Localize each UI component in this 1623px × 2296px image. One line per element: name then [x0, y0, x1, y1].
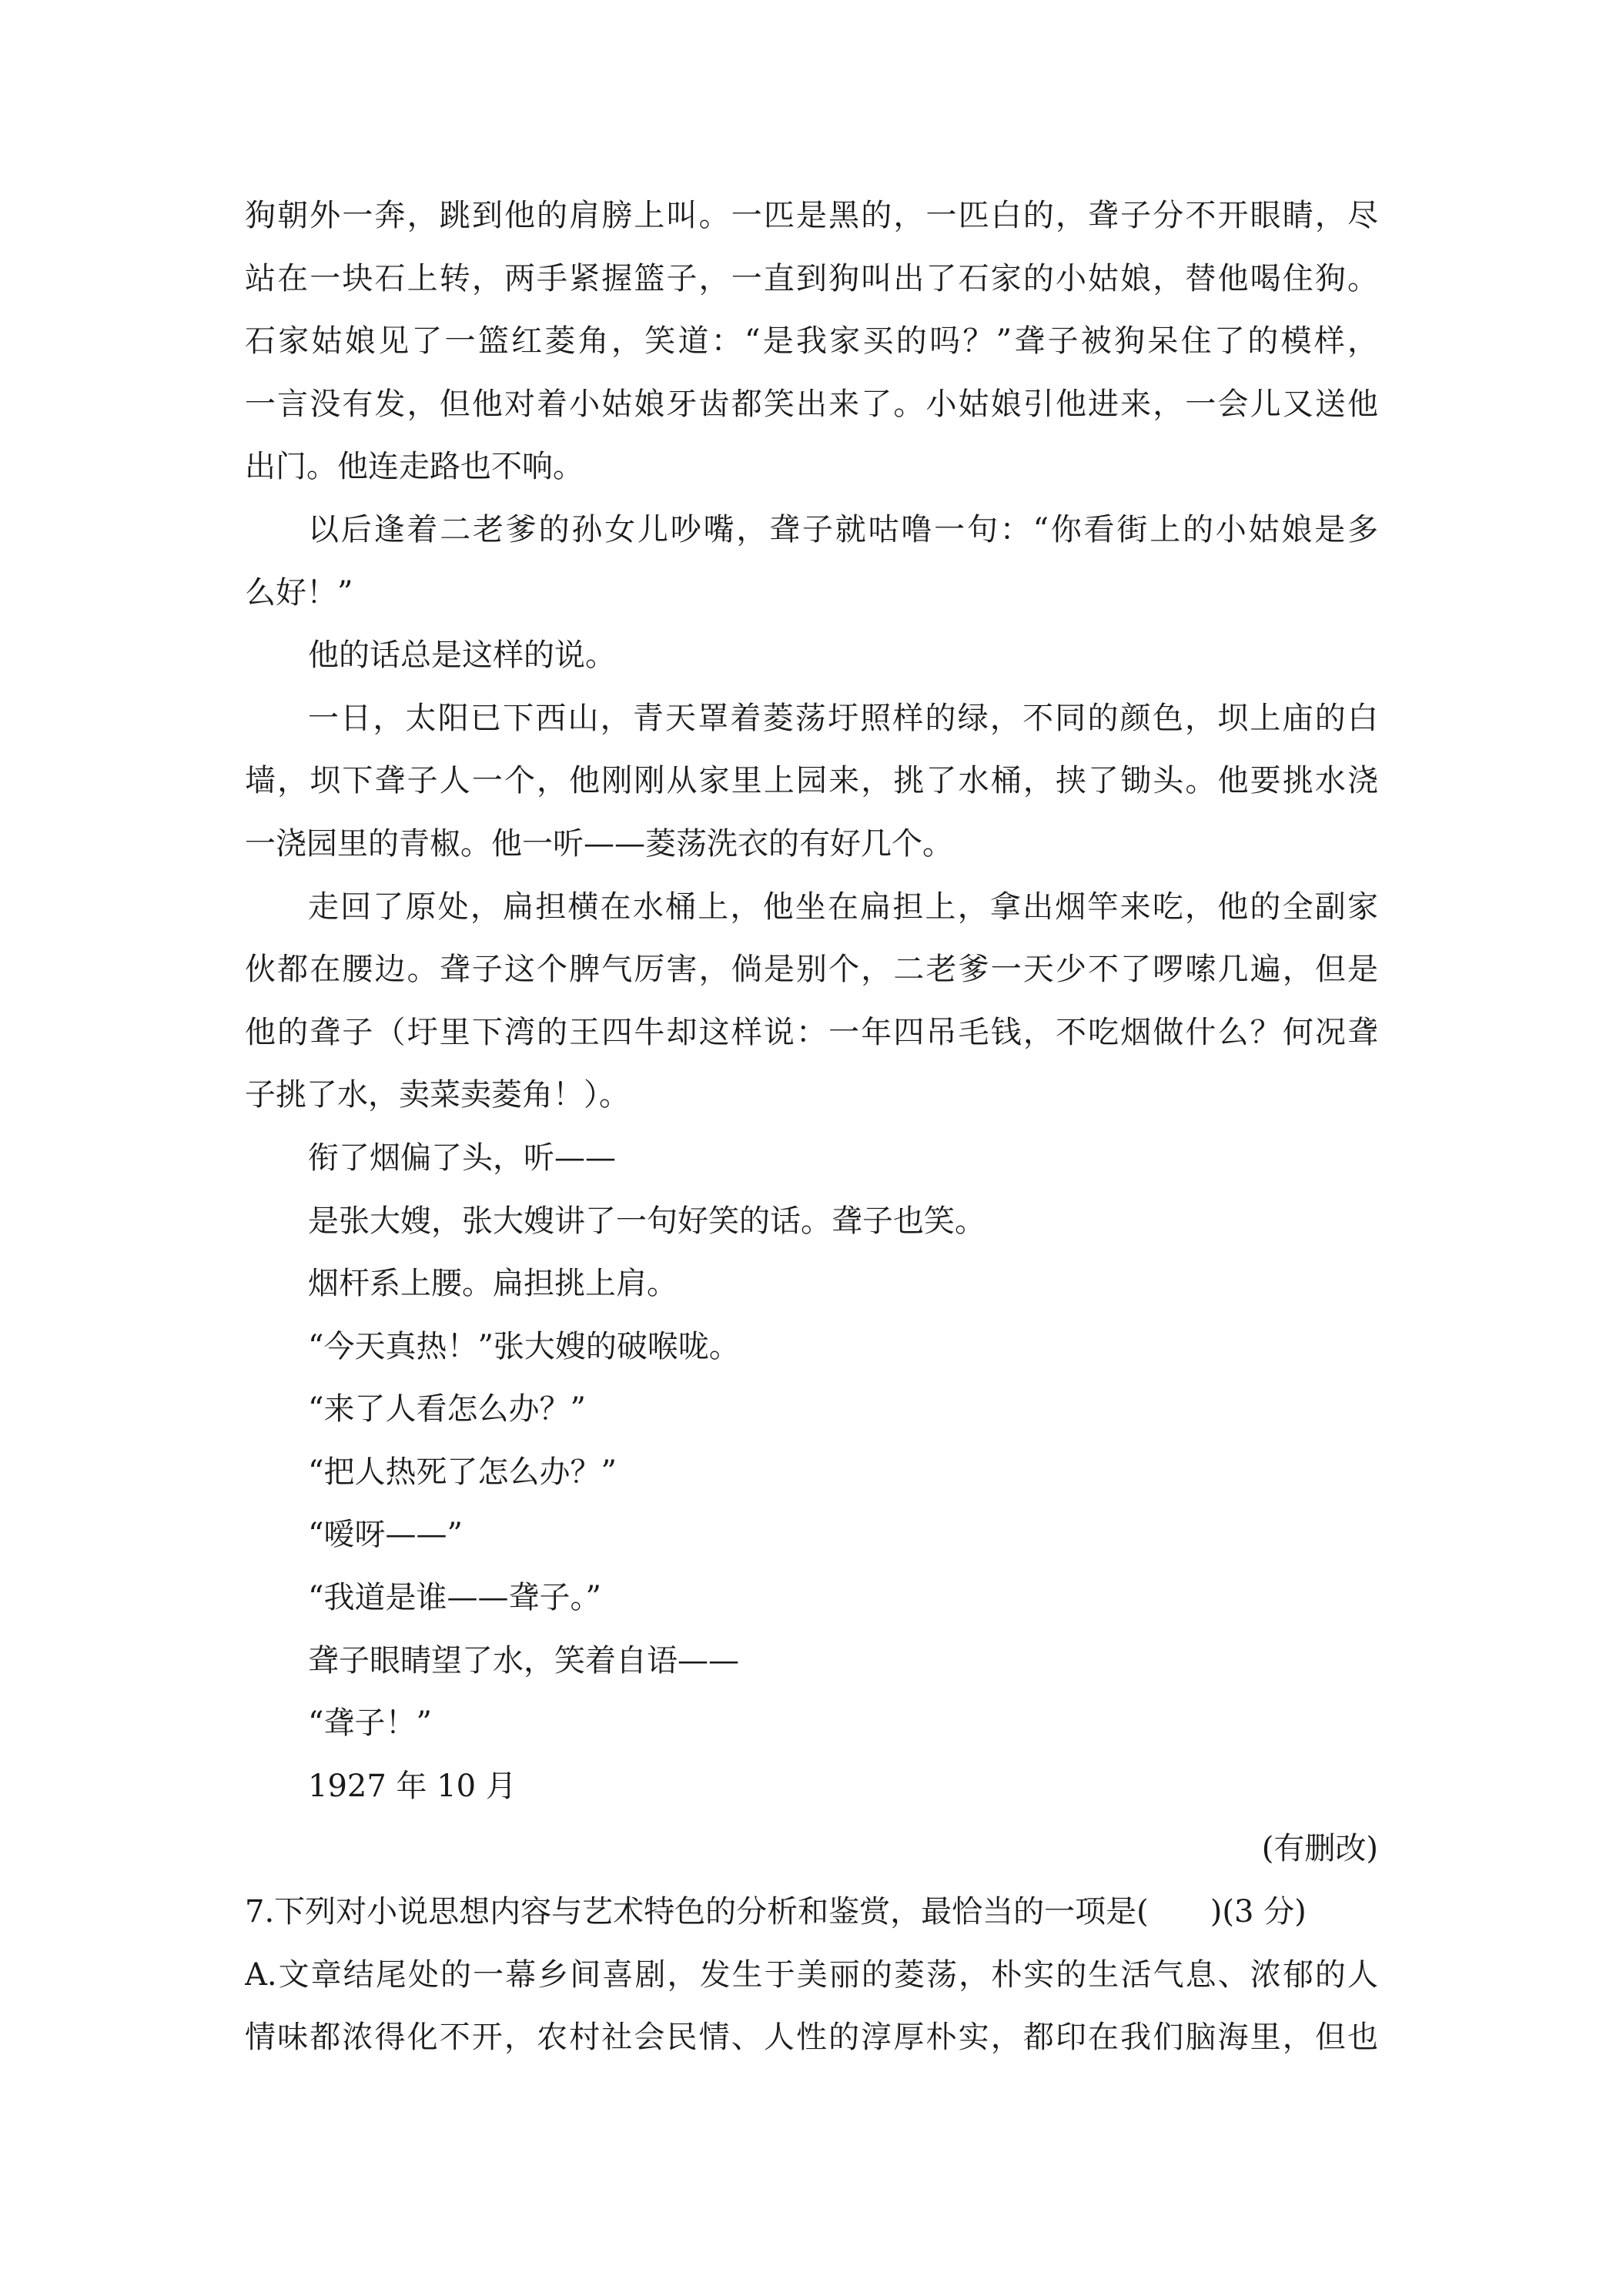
text-line: 一言没有发，但他对着小姑娘牙齿都笑出来了。小姑娘引他进来，一会儿又送他	[245, 386, 1378, 422]
text-line: 以后逢着二老爹的孙女儿吵嘴，聋子就咕噜一句：“你看街上的小姑娘是多	[308, 511, 1378, 547]
text-line: 衔了烟偏了头，听——	[308, 1140, 616, 1176]
text-line: 情味都浓得化不开，农村社会民情、人性的淳厚朴实，都印在我们脑海里，但也	[245, 2020, 1378, 2056]
text-line: 出门。他连走路也不响。	[245, 449, 584, 485]
text-line: (有删改)	[1261, 1831, 1378, 1867]
text-line: “今天真热！”张大嫂的破喉咙。	[308, 1328, 740, 1364]
text-line: 一日，太阳已下西山，青天罩着菱荡圩照样的绿，不同的颜色，坝上庙的白	[308, 700, 1378, 736]
text-line: 聋子眼睛望了水，笑着自语——	[308, 1642, 739, 1678]
text-line: 走回了原处，扁担横在水桶上，他坐在扁担上，拿出烟竿来吃，他的全副家	[308, 889, 1378, 925]
text-line: 狗朝外一奔，跳到他的肩膀上叫。一匹是黑的，一匹白的，聋子分不开眼睛，尽	[245, 198, 1378, 233]
text-line: “把人热死了怎么办？”	[308, 1454, 617, 1490]
text-line: “嗳呀——”	[308, 1517, 463, 1553]
text-line: 他的话总是这样的说。	[308, 638, 616, 674]
text-line: “来了人看怎么办？”	[308, 1391, 586, 1427]
text-line: 子挑了水，卖菜卖菱角！）。	[245, 1077, 630, 1113]
text-line: “聋子！”	[308, 1705, 432, 1742]
text-line: 么好！”	[245, 574, 353, 611]
text-line: “我道是谁——聋子。”	[308, 1580, 601, 1616]
text-line: 一浇园里的青椒。他一听——菱荡洗衣的有好几个。	[245, 825, 953, 862]
text-line: A.文章结尾处的一幕乡间喜剧，发生于美丽的菱荡，朴实的生活气息、浓郁的人	[245, 1956, 1378, 1993]
text-line: 是张大嫂，张大嫂讲了一句好笑的话。聋子也笑。	[308, 1203, 986, 1239]
document-body	[245, 185, 1378, 2070]
text-line: 墙，坝下聋子人一个，他刚刚从家里上园来，挑了水桶，挟了锄头。他要挑水浇	[245, 763, 1378, 799]
text-line: 他的聋子（圩里下湾的王四牛却这样说：一年四吊毛钱，不吃烟做什么？何况聋	[245, 1014, 1378, 1050]
text-line: 石家姑娘见了一篮红菱角，笑道：“是我家买的吗？”聋子被狗呆住了的模样，	[245, 323, 1378, 360]
text-line: 7.下列对小说思想内容与艺术特色的分析和鉴赏，最恰当的一项是( )(3 分)	[245, 1894, 1307, 1930]
text-line: 站在一块石上转，两手紧握篮子，一直到狗叫出了石家的小姑娘，替他喝住狗。	[245, 260, 1378, 296]
text-line: 烟杆系上腰。扁担挑上肩。	[308, 1266, 678, 1302]
text-line: 伙都在腰边。聋子这个脾气厉害，倘是别个，二老爹一天少不了啰嗦几遍，但是	[245, 952, 1378, 988]
text-line: 1927 年 10 月	[308, 1768, 517, 1804]
